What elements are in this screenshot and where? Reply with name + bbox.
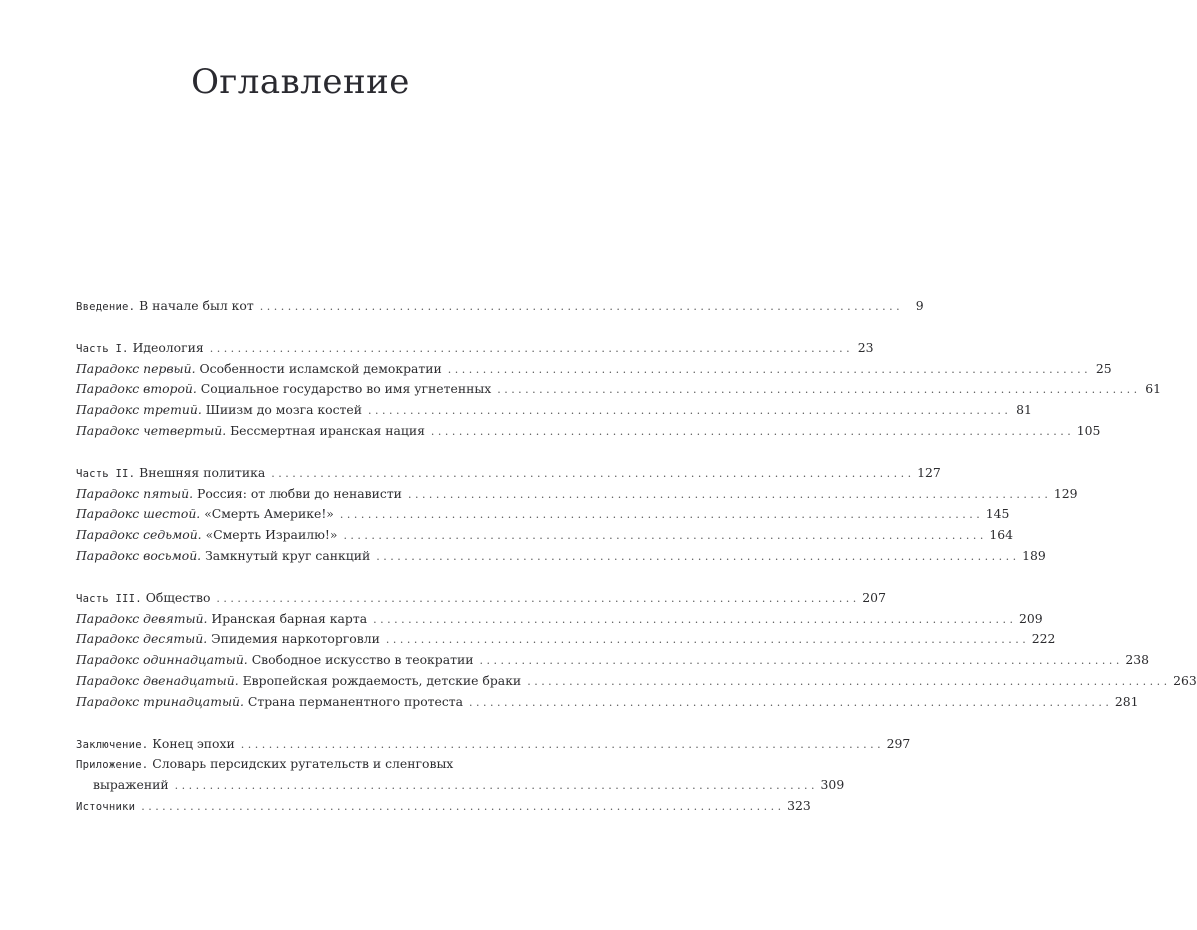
page-number: 127 [917, 464, 941, 480]
entry-title: Общество [141, 589, 211, 605]
leader-dots [527, 672, 1167, 693]
page-number: 189 [1022, 547, 1046, 563]
leader-dots [141, 797, 781, 818]
toc-entry-chapter[interactable] [76, 484, 1078, 505]
toc-entry-part[interactable] [76, 463, 941, 484]
toc-entry-label [76, 754, 453, 776]
toc-entry-label [76, 504, 334, 525]
page-number: 309 [820, 777, 845, 793]
entry-keyword: Часть I. [76, 342, 129, 355]
page-number: 207 [862, 589, 886, 605]
toc-part-group [76, 338, 1162, 442]
toc-entry-label [76, 734, 235, 756]
page-number: 222 [1031, 631, 1056, 647]
entry-title: Шиизм до мозга костей [201, 402, 362, 418]
leader-dots [373, 610, 1013, 631]
toc-entry-chapter[interactable] [76, 546, 1046, 567]
leader-dots [368, 401, 1008, 422]
page-number: 61 [1145, 381, 1162, 397]
toc-entry-chapter[interactable] [76, 692, 1139, 713]
leader-dots [480, 651, 1120, 672]
entry-title: Страна перманентного протеста [243, 693, 464, 709]
toc-entry-appendix-line2[interactable] [76, 775, 845, 796]
entry-keyword: Введение. [76, 301, 136, 313]
toc-entry-chapter[interactable] [76, 629, 1056, 650]
entry-paradox-label: Парадокс седьмой. [76, 527, 202, 543]
leader-dots [271, 464, 911, 485]
page-number: 105 [1076, 422, 1101, 438]
entry-paradox-label: Парадокс десятый. [76, 631, 208, 647]
toc-entry-label [76, 421, 425, 442]
toc-entry-label [76, 338, 204, 360]
toc-entry-label [76, 796, 135, 818]
entry-title: Эпидемия наркоторговли [207, 631, 380, 647]
page-number: 23 [857, 339, 874, 355]
entry-title: Европейская рождаемость, детские браки [238, 672, 522, 688]
entry-paradox-label: Парадокс девятый. [76, 610, 208, 626]
leader-dots [343, 526, 983, 547]
page-number: 25 [1095, 360, 1112, 376]
toc-entry-chapter[interactable] [76, 671, 1197, 692]
entry-paradox-label: Парадокс третий. [76, 402, 202, 418]
entry-paradox-label: Парадокс четвертый. [76, 422, 227, 438]
page-number: 164 [989, 527, 1013, 543]
leader-dots [408, 485, 1048, 506]
toc-entry-label [76, 692, 463, 713]
toc-entry-chapter[interactable] [76, 379, 1162, 400]
toc-intro-group [76, 296, 924, 317]
toc-entry-label [76, 650, 474, 671]
entry-paradox-label: Парадокс пятый. [76, 485, 194, 501]
entry-title: «Смерть Америке!» [200, 506, 334, 522]
toc-entry-conclusion[interactable] [76, 734, 911, 755]
toc-entry-label [76, 609, 367, 630]
page-number: 9 [915, 298, 924, 313]
leader-dots [216, 589, 856, 610]
entry-title: Словарь персидских ругательств и сленговых [148, 756, 454, 772]
entry-title: Бессмертная иранская нация [226, 422, 425, 438]
page-number: 129 [1053, 485, 1078, 501]
page-number: 263 [1173, 672, 1197, 688]
toc-entry-part[interactable] [76, 338, 874, 359]
toc-entry-label [76, 359, 442, 380]
leader-dots [497, 380, 1137, 401]
leader-dots [241, 735, 881, 756]
page-number: 145 [985, 506, 1010, 522]
entry-keyword: Часть II. [76, 467, 136, 480]
leader-dots [469, 693, 1109, 714]
entry-title: Социальное государство во имя угнетенных [196, 381, 492, 397]
entry-keyword: Часть III. [76, 592, 142, 605]
entry-paradox-label: Парадокс первый. [76, 360, 196, 376]
entry-paradox-label: Парадокс тринадцатый. [76, 693, 244, 709]
toc-entry-chapter[interactable] [76, 421, 1101, 442]
entry-paradox-label: Парадокс двенадцатый. [76, 672, 239, 688]
toc-entry-chapter[interactable] [76, 504, 1010, 525]
toc-entry-label [76, 525, 337, 546]
entry-title: Конец эпохи [148, 735, 235, 751]
page-number: 209 [1018, 610, 1043, 626]
toc-entry-chapter[interactable] [76, 650, 1150, 671]
toc-entry-chapter[interactable] [76, 359, 1112, 380]
entry-keyword: Источники [76, 800, 136, 813]
entry-title: Идеология [128, 339, 204, 355]
entry-keyword: Заключение. [76, 738, 149, 751]
leader-dots [260, 297, 900, 318]
toc-entry-intro[interactable] [76, 296, 924, 317]
entry-paradox-label: Парадокс второй. [76, 381, 197, 397]
entry-paradox-label: Парадокс восьмой. [76, 547, 202, 563]
toc-entry-label [76, 400, 362, 421]
toc-entry-label [76, 379, 491, 400]
toc-entry-label [76, 546, 370, 567]
toc-entry-chapter[interactable] [76, 400, 1032, 421]
toc-entry-sources[interactable] [76, 796, 811, 817]
leader-dots [448, 360, 1088, 381]
toc-part-group [76, 588, 1197, 713]
entry-title: Россия: от любви до ненависти [193, 485, 402, 501]
page-number: 281 [1114, 693, 1139, 709]
leader-dots [175, 776, 815, 797]
page-number: 238 [1125, 652, 1150, 668]
entry-title: Особенности исламской демократии [195, 360, 442, 376]
leader-dots [340, 505, 980, 526]
toc-part-group [76, 463, 1078, 567]
toc-entry-label [76, 463, 265, 485]
entry-paradox-label: Парадокс одиннадцатый. [76, 652, 248, 668]
toc-entry-label [76, 588, 210, 610]
entry-keyword: Приложение. [76, 759, 149, 772]
leader-dots [431, 422, 1071, 443]
table-of-contents [76, 296, 1197, 838]
entry-title: В начале был кот [135, 298, 254, 313]
toc-entry-chapter[interactable] [76, 525, 1013, 546]
entry-title: Внешняя политика [135, 464, 266, 480]
toc-entry-part[interactable] [76, 588, 886, 609]
toc-entry-chapter[interactable] [76, 609, 1043, 630]
leader-dots [386, 630, 1026, 651]
entry-paradox-label: Парадокс шестой. [76, 506, 201, 522]
page-number: 297 [886, 735, 911, 751]
entry-title-continued: выражений [93, 777, 169, 793]
leader-dots [210, 339, 850, 360]
entry-title: «Смерть Израилю!» [201, 527, 338, 543]
page-number: 323 [787, 797, 811, 813]
page-title: Оглавление [191, 62, 410, 102]
leader-dots [376, 547, 1016, 568]
toc-entry-appendix-line1[interactable] [76, 754, 533, 775]
toc-backmatter-group [76, 734, 911, 817]
page-number: 81 [1016, 402, 1032, 418]
entry-title: Замкнутый круг санкций [201, 547, 371, 563]
entry-title: Иранская барная карта [207, 610, 368, 626]
toc-entry-label [76, 296, 254, 318]
entry-title: Свободное искусство в теократии [247, 652, 474, 668]
toc-entry-label [76, 629, 380, 650]
toc-entry-label [76, 484, 402, 505]
toc-entry-label [76, 671, 521, 692]
